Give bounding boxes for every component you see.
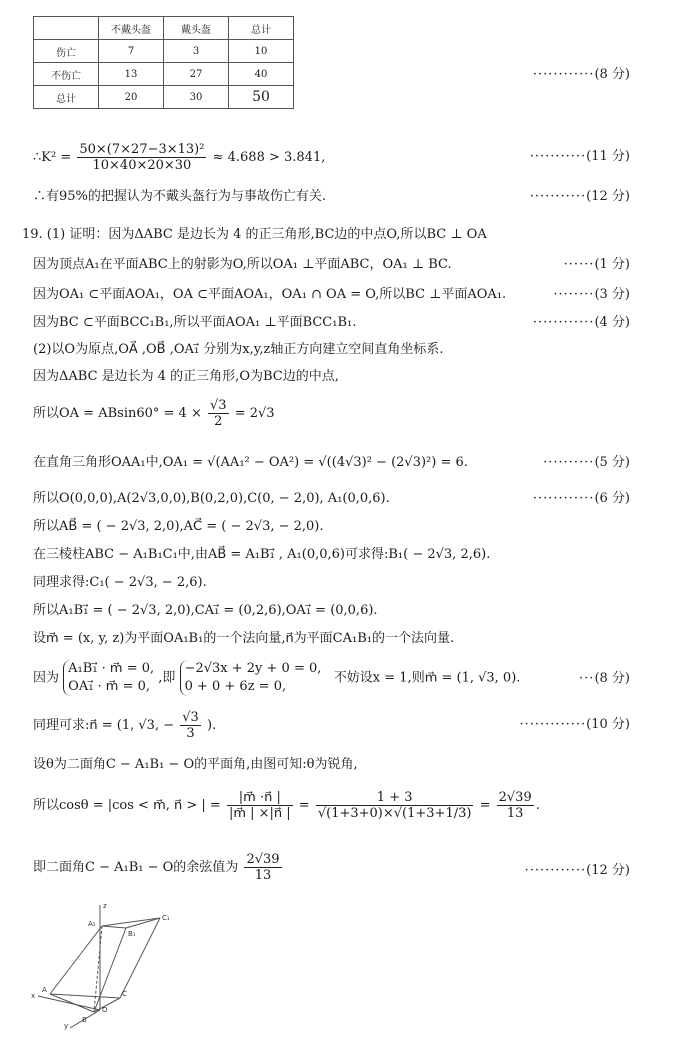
conclusion-line: ∴有95%的把握认为不戴头盔行为与事故伤亡有关. (33, 189, 327, 204)
proof-line: 设m⃗ = (x, y, z)为平面OA₁B₁的一个法向量,n⃗为平面CA₁B₁的一个法向量. (33, 631, 455, 646)
proof-line: 所以O(0,0,0),A(2√3,0,0),B(0,2,0),C(0, − 2,0), A₁(0,0,6). (33, 491, 390, 506)
q19-title: 19. (1) 证明：因为ΔABC 是边长为 4 的正三角形,BC边的中点O,所以BC ⊥ OA (22, 227, 487, 242)
equation-system: A₁B₁⃗ · m⃗ = 0, OA₁⃗ · m⃗ = 0, (63, 660, 154, 696)
final-answer: 即二面角C − A₁B₁ − O的余弦值为 $\frac{2√39}{13}$ (33, 852, 280, 883)
score-mark: ···········(12 分) (529, 189, 630, 204)
table-cell: 30 (164, 86, 229, 109)
score-mark: ············(12 分) (524, 863, 630, 878)
table-cell: 20 (99, 86, 164, 109)
equation-system: −2√3x + 2y + 0 = 0, 0 + 0 + 6z = 0, (180, 660, 322, 696)
table-cell: 不伤亡 (34, 63, 99, 86)
table-cell: 13 (99, 63, 164, 86)
table-cell: 伤亡 (34, 40, 99, 63)
contingency-table (33, 16, 294, 109)
proof-line: 因为顶点A₁在平面ABC上的射影为O,所以OA₁ ⊥平面ABC，OA₁ ⊥ BC. (33, 257, 452, 272)
score-mark: ······(1 分) (563, 257, 630, 272)
n-vector-line: 同理可求:n⃗ = (1, √3, − $\frac{√3}{3}$ ). (33, 710, 217, 741)
score-mark: ············(4 分) (532, 315, 630, 330)
proof-line: 所以A₁B₁⃗ = ( − 2√3, 2,0),CA₁⃗ = (0,2,6),OA₁⃗ = (0,0,6). (33, 603, 378, 618)
table-cell: 50 (229, 86, 294, 109)
figure-label: y (64, 1022, 69, 1030)
figure-label: B₁ (128, 930, 136, 938)
prism-figure (30, 900, 180, 1030)
table-cell: 10 (229, 40, 294, 63)
figure-label: x (31, 992, 36, 1000)
table-cell (34, 17, 99, 40)
table-cell: 40 (229, 63, 294, 86)
score-mark: ········(3 分) (553, 287, 630, 302)
figure-label: O (102, 1006, 108, 1014)
k2-formula: ∴K² = $\frac{\text{50×(7×27−3×13)²}}{10\times 40\times 20\times 30}$ ≈ 4.688 > 3.841, (33, 142, 326, 173)
proof-line: 因为ΔABC 是边长为 4 的正三角形,O为BC边的中点, (33, 369, 339, 384)
proof-line: (2)以O为原点,OA⃗ ,OB⃗ ,OA₁⃗ 分别为x,y,z轴正方向建立空间直角坐标系. (33, 342, 444, 357)
table-row (34, 40, 294, 63)
score-mark: ···(8 分) (579, 671, 630, 686)
table-cell: 7 (99, 40, 164, 63)
proof-line: 同理求得:C₁( − 2√3, − 2,6). (33, 575, 207, 590)
figure-label: C₁ (162, 914, 170, 922)
score-mark: ·············(10 分) (519, 717, 630, 732)
oa-calculation: 所以OA = ABsin60° = 4 × $\frac{√3}{2}$ = 2√3 (33, 398, 275, 429)
equation-system-line: 因为 A₁B₁⃗ · m⃗ = 0, OA₁⃗ · m⃗ = 0, ,即 −2√3x + 2y + 0 = 0, 0 + 0 + 6z = 0, 不妨设x = 1,则m⃗ = (1, √3, 0). (33, 661, 521, 694)
proof-line: 因为OA₁ ⊂平面AOA₁，OA ⊂平面AOA₁，OA₁ ∩ OA = O,所以BC ⊥平面AOA₁. (33, 287, 507, 302)
proof-line: 所以AB⃗ = ( − 2√3, 2,0),AC⃗ = ( − 2√3, − 2,0). (33, 519, 324, 534)
proof-line: 因为BC ⊂平面BCC₁B₁,所以平面AOA₁ ⊥平面BCC₁B₁. (33, 315, 357, 330)
table-cell: 27 (164, 63, 229, 86)
table-row (34, 86, 294, 109)
figure-label: A (42, 986, 47, 994)
proof-line: 在直角三角形OAA₁中,OA₁ = √(AA₁² − OA²) = √((4√3)² − (2√3)²) = 6. (33, 455, 468, 470)
table-cell: 3 (164, 40, 229, 63)
score-mark: ···········(11 分) (529, 149, 630, 164)
score-mark: ············(8 分) (532, 67, 630, 82)
table-cell: 不戴头盔 (99, 17, 164, 40)
table-row (34, 63, 294, 86)
table-header-row (34, 17, 294, 40)
score-mark: ··········(5 分) (543, 455, 630, 470)
figure-label: A₁ (88, 920, 96, 928)
table-cell: 戴头盔 (164, 17, 229, 40)
proof-line: 设θ为二面角C − A₁B₁ − O的平面角,由图可知:θ为锐角, (33, 757, 358, 772)
figure-label: C (122, 990, 127, 998)
figure-label: B (82, 1016, 87, 1024)
score-mark: ············(6 分) (532, 491, 630, 506)
cosine-formula: 所以cosθ = |cos < m⃗, n⃗ > | = $\frac{|m⃗ \cdot n⃗ |}{|m⃗ | \times|n⃗ |}$ = $\frac{1 + 3}{√(1+3+0)\times√(1+3+1/3)}$ = $\frac{2√39}{13}$ . (33, 790, 540, 821)
table-cell: 总计 (34, 86, 99, 109)
proof-line: 在三棱柱ABC − A₁B₁C₁中,由AB⃗ = A₁B₁⃗ , A₁(0,0,6)可求得:B₁( − 2√3, 2,6). (33, 547, 491, 562)
table-cell: 总计 (229, 17, 294, 40)
figure-label: z (103, 902, 107, 910)
